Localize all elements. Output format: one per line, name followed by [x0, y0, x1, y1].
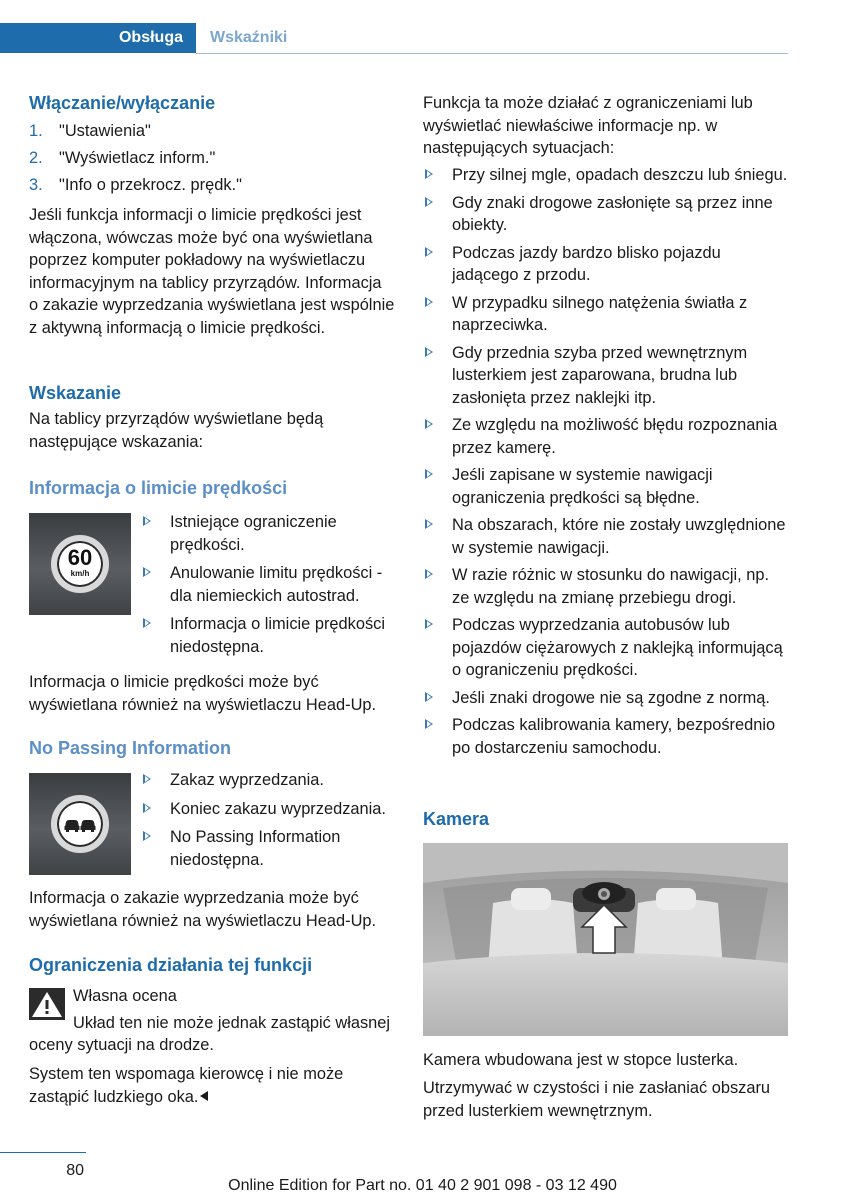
chapter-tab[interactable]: Obsługa — [0, 23, 196, 53]
list-item — [423, 614, 789, 682]
list-item — [141, 562, 395, 607]
list-item — [423, 292, 789, 337]
list-item-text: No Passing Information niedostępna. — [170, 828, 341, 869]
speed-limit-sign-icon — [51, 535, 109, 593]
list-item-text: W przypadku silnego natężenia światła z naprzeciwka. — [452, 293, 748, 334]
list-item — [423, 564, 789, 609]
bullet-arrow-icon — [425, 297, 433, 307]
bullet-arrow-icon — [425, 347, 433, 357]
camera-photo-illustration — [423, 843, 788, 1036]
bullet-arrow-icon — [143, 803, 151, 813]
step-item — [29, 147, 395, 174]
list-item-text: Informacja o limicie prędkości niedostępna. — [170, 615, 385, 656]
no-passing-display-image — [29, 773, 131, 875]
bullet-arrow-icon — [425, 469, 433, 479]
list-item-text: Przy silnej mgle, opadach deszczu lub śniegu. — [452, 166, 788, 184]
heading-speed-limit-info: Informacja o limicie prędkości — [29, 478, 288, 498]
speed-sign-unit: km/h — [70, 569, 90, 578]
list-item — [141, 798, 395, 821]
page-header — [0, 23, 845, 55]
camera-caption-2: Utrzymywać w czystości i nie zasłaniać obszaru przed lusterkiem wewnętrznym. — [423, 1079, 771, 1120]
limitations-list — [423, 164, 789, 759]
bullet-arrow-icon — [425, 519, 433, 529]
camera-location-image — [423, 843, 788, 1036]
list-item — [141, 769, 395, 792]
bullet-arrow-icon — [425, 569, 433, 579]
list-item-text: Podczas kalibrowania kamery, bezpośrednio po dostarczeniu samochodu. — [452, 716, 776, 757]
bullet-arrow-icon — [425, 169, 433, 179]
support-text: System ten wspomaga kierowcę i nie może zastąpić ludzkiego oka. — [29, 1065, 344, 1106]
paragraph-no-passing-headup: Informacja o zakazie wyprzedzania może być wyświetlana również na wyświetlaczu Head-Up. — [29, 889, 377, 930]
speed-limit-list — [141, 511, 395, 658]
page-number: 80 — [66, 1162, 84, 1179]
steps-list — [29, 120, 395, 201]
list-item-text: Jeśli znaki drogowe nie są zgodne z normą. — [452, 688, 770, 707]
heading-no-passing: No Passing Information — [29, 738, 232, 758]
paragraph-display-intro: Na tablicy przyrządów wyświetlane będą następujące wskazania: — [29, 410, 324, 451]
header-rule — [196, 53, 788, 54]
step-number: 2. — [29, 149, 43, 167]
camera-caption-1: Kamera wbudowana jest w stopce lusterka. — [423, 1051, 739, 1069]
list-item-text: W razie różnic w stosunku do nawigacji, np. ze względu na zmianę przebiegu drogi. — [452, 566, 770, 607]
list-item-text: Podczas jazdy bardzo blisko pojazdu jadącego z przodu. — [452, 243, 721, 284]
heading-on-off: Włączanie/wyłączanie — [29, 93, 216, 113]
bullet-arrow-icon — [143, 618, 151, 628]
bullet-arrow-icon — [425, 619, 433, 629]
list-item — [423, 464, 789, 509]
list-item — [423, 514, 789, 559]
list-item-text: Anulowanie limitu prędkości - dla niemieckich autostrad. — [170, 564, 383, 605]
list-item-text: Zakaz wyprzedzania. — [170, 771, 324, 789]
list-item — [423, 342, 789, 410]
list-item — [423, 714, 789, 759]
heading-display: Wskazanie — [29, 383, 122, 403]
bullet-arrow-icon — [143, 774, 151, 784]
list-item — [423, 687, 789, 710]
list-item — [141, 826, 395, 871]
warning-body: Układ ten nie może jednak zastąpić własnej oceny sytuacji na drodze. — [29, 1013, 391, 1054]
bullet-arrow-icon — [143, 516, 151, 526]
no-passing-sign-icon — [51, 795, 109, 853]
list-item-text: Na obszarach, które nie zostały uwzględnione w systemie nawigacji. — [452, 516, 786, 557]
section-end-icon — [200, 1091, 208, 1101]
step-text: "Wyświetlacz inform." — [59, 149, 216, 167]
warning-text — [29, 1012, 395, 1057]
bullet-arrow-icon — [425, 197, 433, 207]
list-item-text: Koniec zakazu wyprzedzania. — [170, 799, 386, 818]
step-item — [29, 120, 395, 147]
heading-camera: Kamera — [423, 809, 490, 829]
step-text: "Info o przekrocz. prędk." — [59, 176, 242, 194]
section-title[interactable]: Wskaźniki — [210, 29, 288, 46]
footer-rule — [0, 1152, 86, 1153]
paragraph-limitations-intro: Funkcja ta może działać z ograniczeniami lub wyświetlać niewłaściwe informacje np. w następujących sytuacjach: — [423, 94, 753, 157]
list-item-text: Ze względu na możliwość błędu rozpoznania przez kamerę. — [452, 416, 778, 457]
step-text: "Ustawienia" — [59, 122, 151, 140]
paragraph-speed-headup: Informacja o limicie prędkości może być wyświetlana również na wyświetlaczu Head-Up. — [29, 673, 377, 714]
bullet-arrow-icon — [425, 692, 433, 702]
edition-note: Online Edition for Part no. 01 40 2 901 098 - 03 12 490 — [228, 1177, 617, 1194]
heading-limitations: Ograniczenia działania tej funkcji — [29, 955, 313, 975]
list-item-text: Gdy znaki drogowe zasłonięte są przez inne obiekty. — [452, 193, 773, 234]
speed-limit-display-image — [29, 513, 131, 615]
no-passing-list — [141, 769, 395, 871]
paragraph-function-info: Jeśli funkcja informacji o limicie prędkości jest włączona, wówczas może być ona wyświetlana poprzez komputer pokładowy na wyświetlaczu informacyjnym na tablicy przyrządów. Informacja o zakazie wyprzedzania wyświetlana jest wspólnie z aktywną informacją o limicie prędkości. — [29, 206, 395, 337]
step-item — [29, 174, 395, 201]
list-item — [423, 192, 789, 237]
list-item-text: Jeśli zapisane w systemie nawigacji ograniczenia prędkości są błędne. — [452, 466, 713, 507]
bullet-arrow-icon — [425, 419, 433, 429]
step-number: 1. — [29, 122, 43, 140]
list-item-text: Istniejące ograniczenie prędkości. — [170, 513, 337, 554]
bullet-arrow-icon — [425, 719, 433, 729]
speed-sign-value: 60 — [67, 545, 93, 570]
bullet-arrow-icon — [143, 831, 151, 841]
step-number: 3. — [29, 176, 43, 194]
warning-title: Własna ocena — [73, 987, 177, 1005]
bullet-arrow-icon — [425, 247, 433, 257]
list-item — [423, 164, 789, 187]
list-item-text: Gdy przednia szyba przed wewnętrznym lusterkiem jest zaparowana, brudna lub zasłonięta przez naklejki itp. — [452, 343, 748, 407]
list-item — [141, 613, 395, 658]
bullet-arrow-icon — [143, 567, 151, 577]
list-item — [423, 414, 789, 459]
warning-block — [29, 985, 395, 1057]
two-cars-icon — [63, 814, 97, 834]
paragraph-support — [29, 1063, 395, 1108]
list-item — [423, 242, 789, 287]
list-item — [141, 511, 395, 556]
list-item-text: Podczas wyprzedzania autobusów lub pojazdów ciężarowych z naklejką informującą o ograniczeniu prędkości. — [452, 616, 783, 679]
